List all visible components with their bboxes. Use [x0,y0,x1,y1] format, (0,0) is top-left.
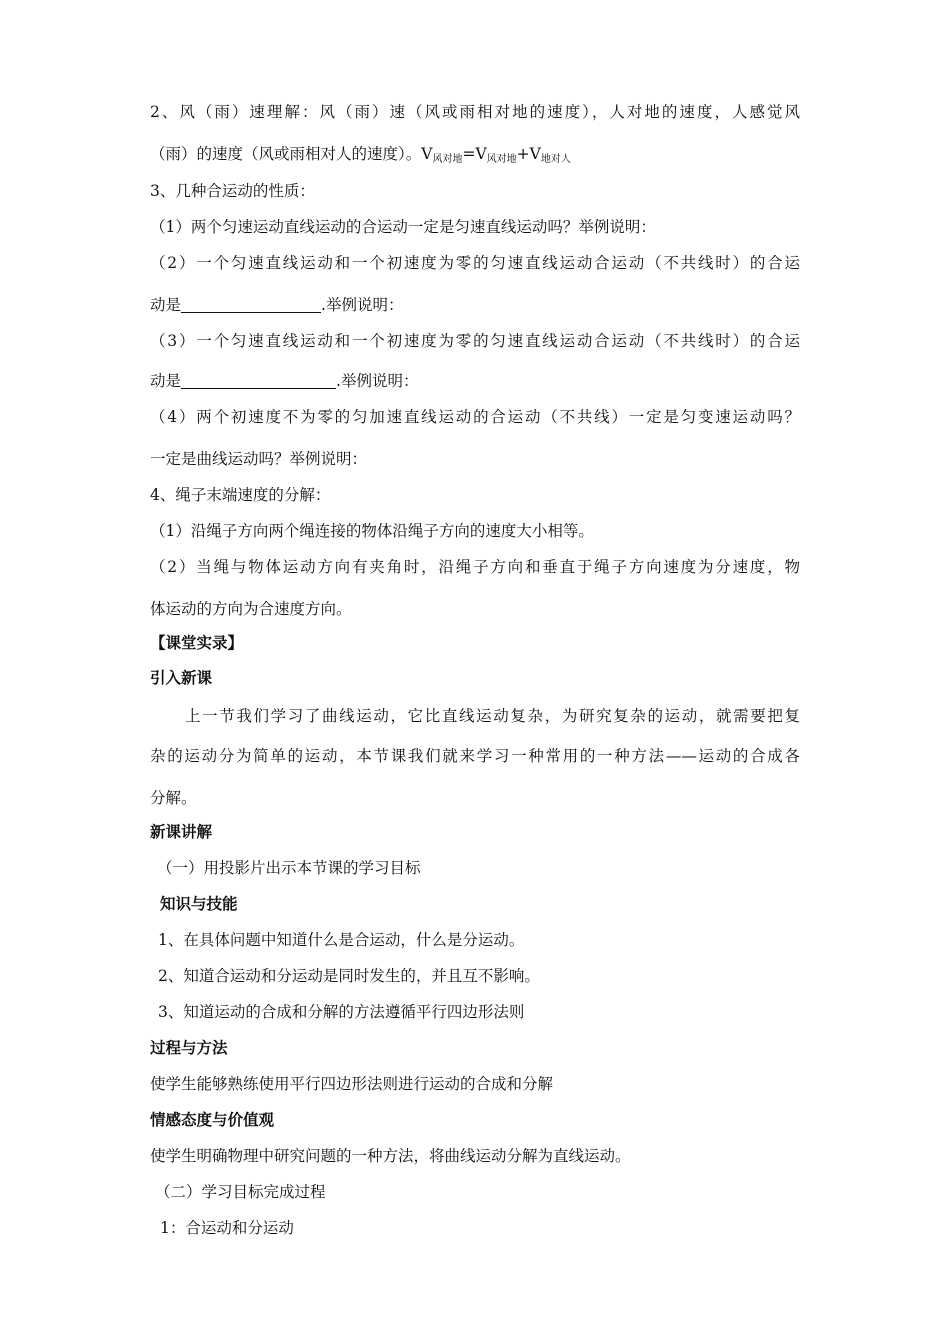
intro-paragraph-line-3: 分解。 [150,789,197,807]
section-4-title: 4、绳子末端速度的分解： [150,486,331,504]
rope-point-2-line-2: 体运动的方向为合速度方向。 [150,600,352,618]
intro-paragraph-line-1: 上一节我们学习了曲线运动，它比直线运动复杂，为研究复杂的运动，就需要把复 [185,707,800,725]
item-1: 1：合运动和分运动 [160,1219,294,1237]
wind-rain-line-1: 2、风（雨）速理解：风（雨）速（风或雨相对地的速度），人对地的速度，人感觉风 [150,103,800,121]
process-text: 使学生能够熟练使用平行四边形法则进行运动的合成和分解 [150,1075,554,1093]
knowledge-item-3: 3、知道运动的合成和分解的方法遵循平行四边形法则 [158,1003,525,1021]
question-2-line-2: 动是 .举例说明： [150,296,404,314]
question-1: （1）两个匀速运动直线运动的合运动一定是匀速直线运动吗？举例说明： [150,218,656,236]
question-4-line-2: 一定是曲线运动吗？举例说明： [150,450,368,468]
answer-blank-2[interactable] [181,296,321,313]
question-2-line-1: （2）一个匀速直线运动和一个初速度为零的匀速直线运动合运动（不共线时）的合运 [150,254,800,272]
wind-rain-text: （雨）的速度（风或雨相对人的速度）。 [150,145,422,163]
new-lesson-heading: 新课讲解 [150,823,213,841]
emotion-heading: 情感态度与价值观 [150,1111,275,1129]
wind-rain-line-2 [150,143,800,171]
knowledge-heading: 知识与技能 [160,895,238,913]
section-3-title: 3、几种合运动的性质： [150,182,315,200]
intro-heading: 引入新课 [150,669,213,687]
intro-paragraph-line-2: 杂的运动分为简单的运动，本节课我们就来学习一种常用的一种方法——运动的合成各 [150,747,800,765]
classroom-heading: 【课堂实录】 [150,634,244,652]
step-2: （二）学习目标完成过程 [155,1183,326,1201]
rope-point-1: （1）沿绳子方向两个绳连接的物体沿绳子方向的速度大小相等。 [150,522,594,540]
question-3-line-1: （3）一个匀速直线运动和一个初速度为零的匀速直线运动合运动（不共线时）的合运 [150,332,800,350]
rope-point-2-line-1: （2）当绳与物体运动方向有夹角时，沿绳子方向和垂直于绳子方向速度为分速度，物 [150,558,800,576]
question-4-line-1: （4）两个初速度不为零的匀加速直线运动的合运动（不共线）一定是匀变速运动吗？ [150,408,800,426]
answer-blank-3[interactable] [181,372,336,389]
emotion-text: 使学生明确物理中研究问题的一种方法，将曲线运动分解为直线运动。 [150,1147,631,1165]
step-1: （一）用投影片出示本节课的学习目标 [157,859,421,877]
question-3-line-2: 动是 .举例说明： [150,372,419,390]
knowledge-item-2: 2、知道合运动和分运动是同时发生的，并且互不影响。 [158,967,540,985]
velocity-formula: $V_{风对地}=V_{风对地}+V_{地对人}$ [421,145,571,165]
knowledge-item-1: 1、在具体问题中知道什么是合运动，什么是分运动。 [158,931,525,949]
process-heading: 过程与方法 [150,1039,228,1057]
